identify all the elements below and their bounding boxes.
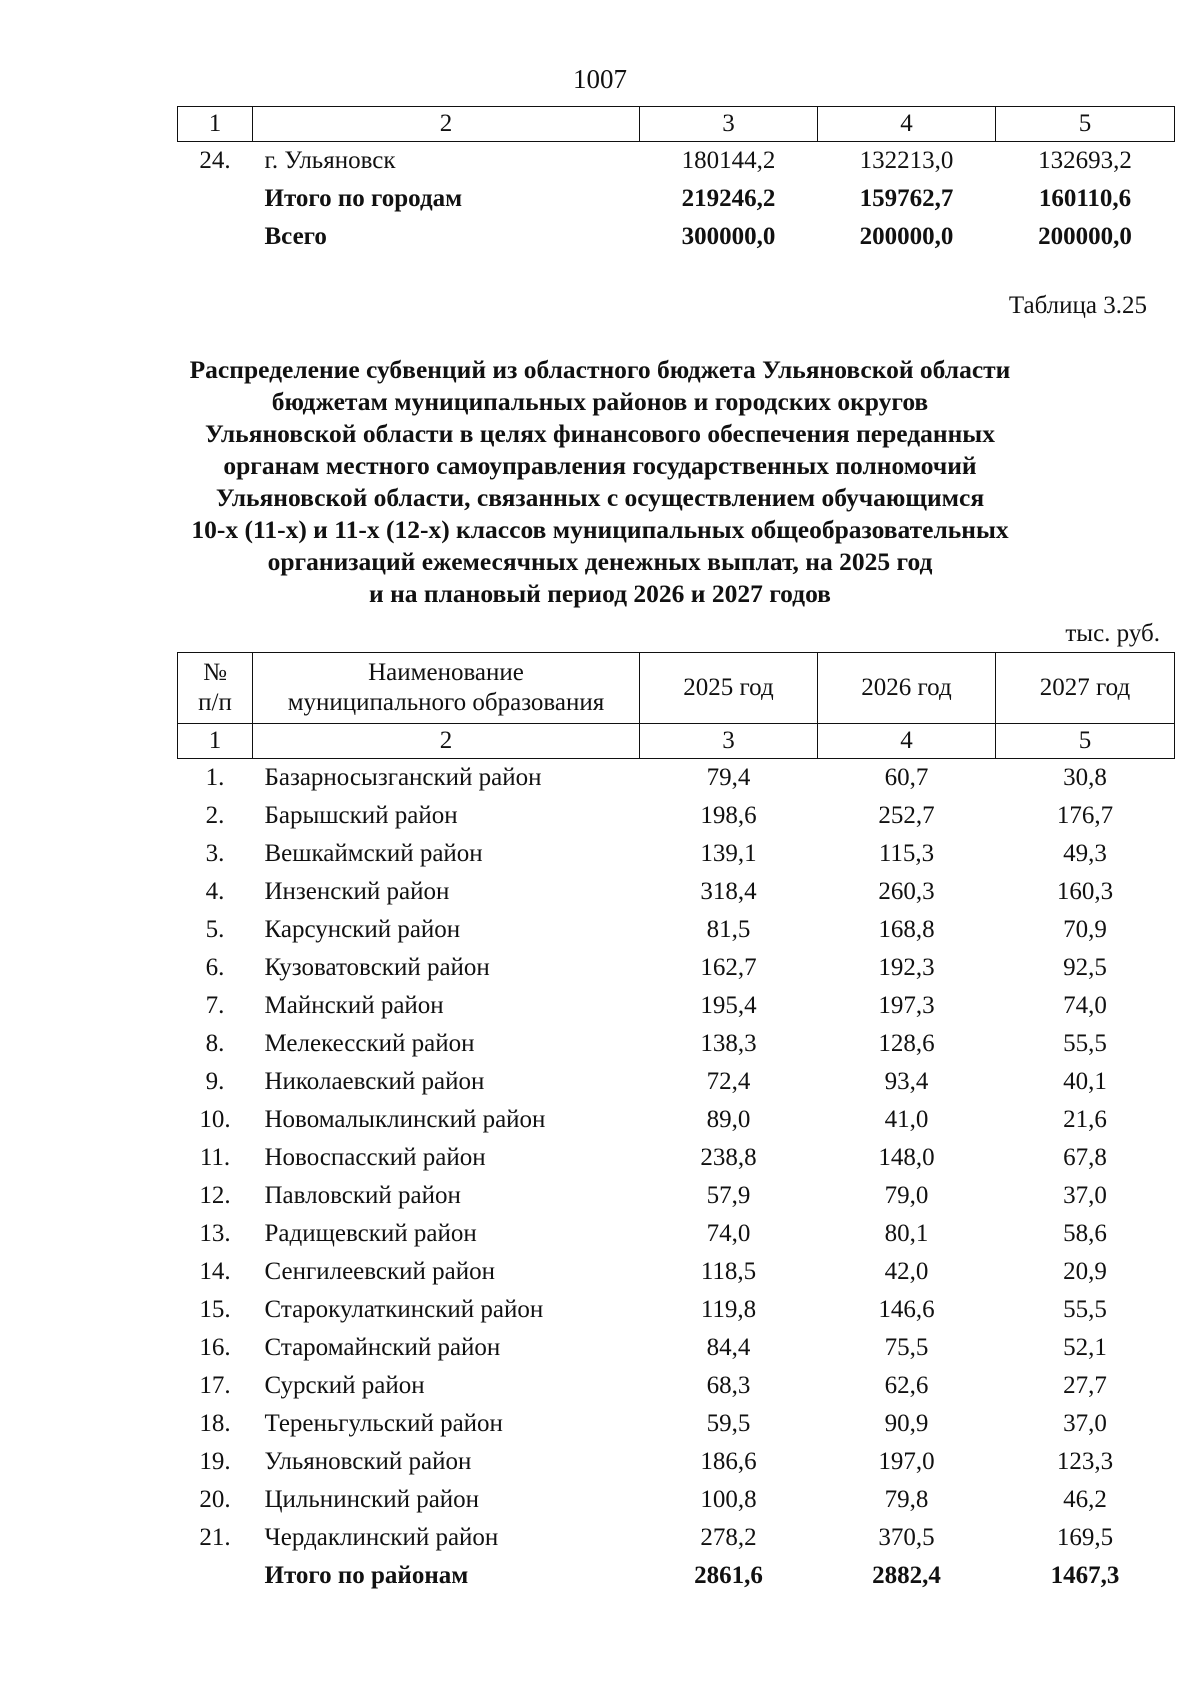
row-number: 19. [199,1448,231,1475]
value-2025: 59,5 [706,1410,751,1437]
header-2026: 2026 год [818,653,996,724]
header-num [178,653,253,724]
row-number: 17. [199,1372,231,1399]
title-line: органам местного самоуправления государственных полномочий [223,451,977,480]
title-line: бюджетам муниципальных районов и городских округов [271,387,929,416]
value-2026: 115,3 [878,840,935,867]
row-number: 5. [205,916,225,943]
table-row [178,180,1175,218]
value-2026: 159762,7 [859,185,954,212]
row-name: Базарносызганский район [264,764,542,791]
table-row [178,911,1175,949]
row-name: Итого по городам [264,185,463,212]
row-number: 9. [205,1068,225,1095]
col-number: 4 [818,107,996,142]
table-row [178,1519,1175,1557]
table-label: Таблица 3.25 [1008,292,1147,319]
col-number: 5 [996,724,1175,759]
table-row [178,1215,1175,1253]
value-2026: 80,1 [884,1220,929,1247]
table-row [178,1405,1175,1443]
row-name: Радищевский район [264,1220,477,1247]
value-2026: 148,0 [878,1144,935,1171]
value-2026: 75,5 [884,1334,929,1361]
row-number [178,1557,253,1595]
header-name-line: Наименование [368,659,524,686]
value-2025: 89,0 [706,1106,751,1133]
table-row [178,1177,1175,1215]
table-row [178,759,1175,798]
row-name: Итого по районам [264,1562,469,1589]
row-name: Новомалыклинский район [264,1106,546,1133]
row-number: 24. [199,147,231,174]
title-line: Ульяновской области, связанных с осуществлением обучающимся [215,483,985,512]
title-line: Ульяновской области в целях финансового обеспечения переданных [205,419,995,448]
table-row [178,1063,1175,1101]
col-number: 1 [178,107,253,142]
header-name-line: муниципального образования [287,689,605,716]
previous-table [177,106,1175,256]
total-row [178,1557,1175,1595]
value-2027: 52,1 [1063,1334,1107,1361]
value-2025: 219246,2 [681,185,776,212]
table-row [178,1025,1175,1063]
value-2025: 68,3 [706,1372,751,1399]
row-name: Тереньгульский район [264,1410,503,1437]
value-2025: 138,3 [700,1030,757,1057]
table-row [178,873,1175,911]
row-name: Всего [264,223,327,250]
row-number: 10. [199,1106,231,1133]
value-2026: 79,8 [884,1486,929,1513]
col-number: 1 [178,724,253,759]
header-row [178,653,1175,724]
table-row [178,1443,1175,1481]
col-number: 3 [640,107,818,142]
row-name: Вешкаймский район [264,840,483,867]
value-2027: 20,9 [1063,1258,1107,1285]
row-name: Карсунский район [264,916,461,943]
row-number: 7. [205,992,225,1019]
value-2027: 70,9 [1063,916,1107,943]
row-number: 20. [199,1486,231,1513]
value-2025: 100,8 [700,1486,757,1513]
value-2027: 1467,3 [1050,1562,1120,1589]
value-2026: 192,3 [878,954,935,981]
row-name: Старокулаткинский район [264,1296,544,1323]
row-number: 3. [205,840,225,867]
col-number: 2 [253,724,640,759]
table-row [178,1101,1175,1139]
value-2027: 55,5 [1063,1296,1107,1323]
table-row [178,1329,1175,1367]
row-number: 21. [199,1524,231,1551]
value-2027: 37,0 [1063,1410,1107,1437]
table-title [150,354,1050,610]
value-2026: 197,3 [878,992,935,1019]
title-line: 10-х (11-х) и 11-х (12-х) классов муниципальных общеобразовательных [191,515,1009,544]
row-number: 15. [199,1296,231,1323]
value-2025: 198,6 [700,802,757,829]
row-number: 4. [205,878,225,905]
row-name: Кузоватовский район [264,954,490,981]
value-2027: 27,7 [1063,1372,1107,1399]
value-2027: 160110,6 [1038,185,1132,212]
row-number: 2. [205,802,225,829]
value-2027: 169,5 [1056,1524,1114,1551]
row-name: Сурский район [264,1372,425,1399]
value-2027: 67,8 [1063,1144,1107,1171]
table-row [178,1139,1175,1177]
value-2026: 146,6 [878,1296,935,1323]
value-2025: 318,4 [700,878,757,905]
main-table [177,652,1175,1595]
col-number: 3 [640,724,818,759]
value-2026: 260,3 [878,878,935,905]
value-2026: 93,4 [884,1068,929,1095]
value-2026: 60,7 [884,764,929,791]
row-name: Николаевский район [264,1068,485,1095]
value-2025: 119,8 [700,1296,757,1323]
col-number: 5 [996,107,1175,142]
table-row [178,1481,1175,1519]
title-line: Распределение субвенций из областного бюджета Ульяновской области [189,355,1011,384]
value-2027: 58,6 [1063,1220,1107,1247]
row-name: Старомайнский район [264,1334,501,1361]
row-name: Чердаклинский район [264,1524,499,1551]
value-2025: 74,0 [706,1220,751,1247]
value-2027: 176,7 [1056,802,1114,829]
value-2027: 46,2 [1063,1486,1107,1513]
title-line: организаций ежемесячных денежных выплат, на 2025 год [267,547,933,576]
col-number: 2 [253,107,640,142]
row-number: 12. [199,1182,231,1209]
column-number-row [178,724,1175,759]
value-2026: 132213,0 [859,147,954,174]
row-number [178,180,253,218]
row-name: Инзенский район [264,878,450,905]
value-2025: 84,4 [706,1334,751,1361]
units-label: тыс. руб. [1065,620,1160,647]
value-2027: 55,5 [1063,1030,1107,1057]
table-row [178,1253,1175,1291]
value-2026: 168,8 [878,916,935,943]
value-2025: 57,9 [706,1182,751,1209]
value-2026: 42,0 [884,1258,929,1285]
value-2025: 186,6 [700,1448,757,1475]
col-number: 4 [818,724,996,759]
table-row [178,987,1175,1025]
row-number [178,218,253,256]
table-row [178,1367,1175,1405]
header-num-line: п/п [198,689,232,716]
header-num-line: № [203,659,227,686]
table-row [178,218,1175,256]
row-name: Мелекесский район [264,1030,475,1057]
row-name: Новоспасский район [264,1144,486,1171]
value-2027: 92,5 [1063,954,1107,981]
row-name: Сенгилеевский район [264,1258,496,1285]
value-2027: 30,8 [1063,764,1107,791]
value-2027: 160,3 [1056,878,1114,905]
row-number: 1. [205,764,225,791]
value-2026: 370,5 [878,1524,935,1551]
header-name [253,653,640,724]
value-2026: 41,0 [884,1106,929,1133]
value-2025: 278,2 [700,1524,757,1551]
table-row [178,835,1175,873]
value-2025: 118,5 [700,1258,757,1285]
row-name: Павловский район [264,1182,461,1209]
table-row [178,949,1175,987]
value-2027: 123,3 [1056,1448,1114,1475]
header-2027: 2027 год [996,653,1175,724]
row-name: г. Ульяновск [264,147,396,174]
value-2025: 79,4 [706,764,751,791]
value-2026: 197,0 [878,1448,935,1475]
value-2025: 2861,6 [694,1562,763,1589]
row-name: Ульяновский район [264,1448,472,1475]
row-number: 11. [199,1144,231,1171]
value-2025: 238,8 [700,1144,757,1171]
value-2025: 72,4 [706,1068,751,1095]
value-2026: 2882,4 [872,1562,941,1589]
table-row [178,797,1175,835]
title-line: и на плановый период 2026 и 2027 годов [369,579,831,608]
value-2025: 195,4 [700,992,757,1019]
value-2026: 128,6 [878,1030,935,1057]
value-2027: 200000,0 [1038,223,1132,250]
table-row [178,1291,1175,1329]
row-number: 18. [199,1410,231,1437]
row-number: 14. [199,1258,231,1285]
value-2026: 90,9 [884,1410,929,1437]
row-number: 16. [199,1334,231,1361]
value-2026: 200000,0 [859,223,954,250]
page-number: 1007 [573,64,627,94]
row-number: 13. [199,1220,231,1247]
row-name: Барышский район [264,802,458,829]
value-2025: 139,1 [700,840,757,867]
value-2027: 49,3 [1063,840,1107,867]
row-name: Цильнинский район [264,1486,480,1513]
value-2027: 132693,2 [1038,147,1132,174]
value-2027: 21,6 [1063,1106,1107,1133]
header-2025: 2025 год [640,653,818,724]
row-name: Майнский район [264,992,444,1019]
value-2025: 81,5 [706,916,751,943]
value-2026: 252,7 [878,802,935,829]
value-2027: 37,0 [1063,1182,1107,1209]
table-row [178,142,1175,181]
value-2025: 162,7 [700,954,757,981]
value-2025: 180144,2 [681,147,776,174]
main-table-body [178,759,1175,1596]
value-2026: 62,6 [884,1372,929,1399]
column-number-row [178,107,1175,142]
value-2027: 40,1 [1063,1068,1107,1095]
value-2027: 74,0 [1063,992,1107,1019]
row-number: 6. [205,954,225,981]
value-2026: 79,0 [884,1182,929,1209]
value-2025: 300000,0 [681,223,776,250]
row-number: 8. [205,1030,225,1057]
